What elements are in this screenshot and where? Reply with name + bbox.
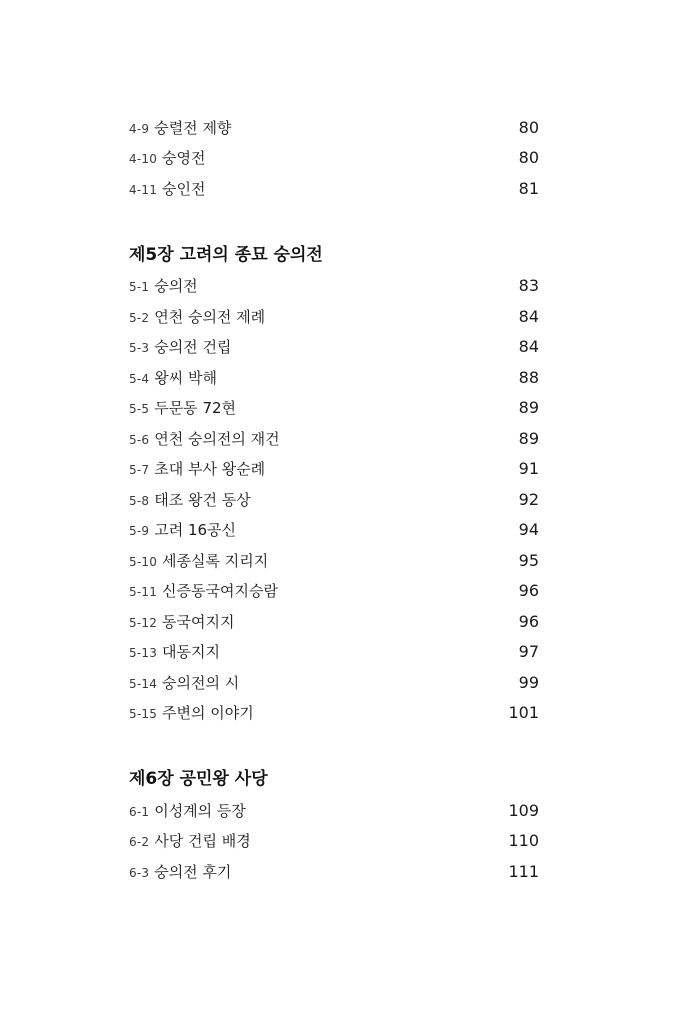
toc-entry[interactable] <box>129 484 539 515</box>
toc-entry-label <box>129 611 235 632</box>
entry-title: 이성계의 등장 <box>154 801 246 820</box>
toc-entry-label <box>129 800 246 821</box>
toc-entry-label <box>129 519 236 540</box>
entry-number: 5-14 <box>129 676 158 691</box>
toc-section-chapter-5 <box>129 242 539 729</box>
entry-number: 5-10 <box>129 554 158 569</box>
entry-number: 5-7 <box>129 463 150 478</box>
entry-number: 5-2 <box>129 310 150 325</box>
entry-number: 5-1 <box>129 280 150 295</box>
toc-entry-label <box>129 397 236 418</box>
entry-number: 6-2 <box>129 835 150 850</box>
entry-title: 숭의전 건립 <box>154 338 232 357</box>
toc-entry[interactable] <box>129 515 539 546</box>
toc-entry-label <box>129 489 251 510</box>
entry-title: 두문동 72현 <box>154 399 237 418</box>
entry-page-number: 94 <box>518 520 539 540</box>
entry-title: 주변의 이야기 <box>162 704 254 723</box>
entry-page-number: 96 <box>518 581 539 601</box>
entry-page-number: 81 <box>518 178 539 198</box>
entry-number: 6-1 <box>129 804 150 819</box>
entry-title: 숭영전 <box>162 149 206 168</box>
toc-entry-label <box>129 306 265 327</box>
toc-entry[interactable] <box>129 698 539 729</box>
toc-entry[interactable] <box>129 393 539 424</box>
entry-page-number: 80 <box>518 148 539 168</box>
entry-number: 5-4 <box>129 371 150 386</box>
toc-entry-label <box>129 830 251 851</box>
entry-page-number: 96 <box>518 611 539 631</box>
toc-entry[interactable] <box>129 271 539 302</box>
toc-entry[interactable] <box>129 173 539 204</box>
toc-entry[interactable] <box>129 423 539 454</box>
toc-entry[interactable] <box>129 826 539 857</box>
entry-page-number: 89 <box>518 428 539 448</box>
entry-number: 5-13 <box>129 646 158 661</box>
toc-entry[interactable] <box>129 332 539 363</box>
entry-number: 5-9 <box>129 524 150 539</box>
toc-entry[interactable] <box>129 637 539 668</box>
chapter-heading[interactable]: 제5장 고려의 종묘 숭의전 <box>129 244 323 265</box>
entry-number: 5-5 <box>129 402 150 417</box>
entry-page-number: 88 <box>518 367 539 387</box>
entry-page-number: 111 <box>508 861 539 881</box>
entry-title: 연천 숭의전의 재건 <box>154 429 280 448</box>
entry-page-number: 89 <box>518 398 539 418</box>
toc-entry-label <box>129 641 220 662</box>
toc-entry-label <box>129 672 239 693</box>
entry-number: 6-3 <box>129 865 150 880</box>
toc-entry[interactable] <box>129 856 539 887</box>
entry-title: 세종실록 지리지 <box>162 551 269 570</box>
table-of-contents <box>129 112 539 887</box>
toc-entry-label <box>129 178 206 199</box>
toc-entry-label <box>129 861 231 882</box>
toc-section-chapter-4 <box>129 112 539 204</box>
entry-title: 숭렬전 제향 <box>154 118 232 137</box>
toc-entry[interactable] <box>129 362 539 393</box>
toc-section-chapter-6 <box>129 766 539 887</box>
entry-number: 5-8 <box>129 493 150 508</box>
entry-page-number: 91 <box>518 459 539 479</box>
toc-entry-label <box>129 580 278 601</box>
entry-page-number: 83 <box>518 276 539 296</box>
entry-title: 숭인전 <box>162 179 206 198</box>
toc-entry-label <box>129 336 231 357</box>
toc-entry[interactable] <box>129 795 539 826</box>
toc-entry[interactable] <box>129 301 539 332</box>
toc-entry-label <box>129 428 280 449</box>
entry-title: 숭의전 후기 <box>154 862 232 881</box>
entry-title: 초대 부사 왕순례 <box>154 460 266 479</box>
entry-page-number: 99 <box>518 672 539 692</box>
entry-page-number: 84 <box>518 337 539 357</box>
toc-entry-label <box>129 458 265 479</box>
entry-page-number: 80 <box>518 117 539 137</box>
entry-title: 사당 건립 배경 <box>154 832 251 851</box>
entry-number: 5-12 <box>129 615 158 630</box>
entry-page-number: 97 <box>518 642 539 662</box>
entry-title: 숭의전의 시 <box>162 673 240 692</box>
entry-title: 연천 숭의전 제례 <box>154 307 266 326</box>
entry-title: 숭의전 <box>154 277 198 296</box>
toc-entry[interactable] <box>129 667 539 698</box>
entry-number: 5-15 <box>129 707 158 722</box>
entry-page-number: 84 <box>518 306 539 326</box>
toc-entry-label <box>129 275 198 296</box>
entry-page-number: 95 <box>518 550 539 570</box>
toc-entry[interactable] <box>129 454 539 485</box>
entry-title: 대동지지 <box>162 643 221 662</box>
entry-number: 5-6 <box>129 432 150 447</box>
entry-page-number: 101 <box>508 703 539 723</box>
entry-page-number: 92 <box>518 489 539 509</box>
toc-entry[interactable] <box>129 143 539 174</box>
entry-number: 4-10 <box>129 152 158 167</box>
toc-entry-label <box>129 550 268 571</box>
entry-number: 4-11 <box>129 182 158 197</box>
entry-title: 고려 16공신 <box>154 521 237 540</box>
toc-entry-label <box>129 702 254 723</box>
toc-entry[interactable] <box>129 576 539 607</box>
entry-number: 5-3 <box>129 341 150 356</box>
entry-page-number: 110 <box>508 831 539 851</box>
entry-page-number: 109 <box>508 800 539 820</box>
entry-title: 왕씨 박해 <box>154 368 217 387</box>
chapter-heading[interactable]: 제6장 공민왕 사당 <box>129 769 268 789</box>
toc-entry-label <box>129 367 217 388</box>
toc-entry-label <box>129 117 231 138</box>
entry-title: 태조 왕건 동상 <box>154 490 251 509</box>
toc-entry-label <box>129 147 206 168</box>
entry-title: 동국여지지 <box>162 612 235 631</box>
entry-title: 신증동국여지승람 <box>162 582 278 601</box>
entry-number: 5-11 <box>129 585 158 600</box>
toc-entry[interactable] <box>129 545 539 576</box>
entry-number: 4-9 <box>129 121 150 136</box>
toc-entry[interactable] <box>129 606 539 637</box>
toc-entry[interactable] <box>129 112 539 143</box>
